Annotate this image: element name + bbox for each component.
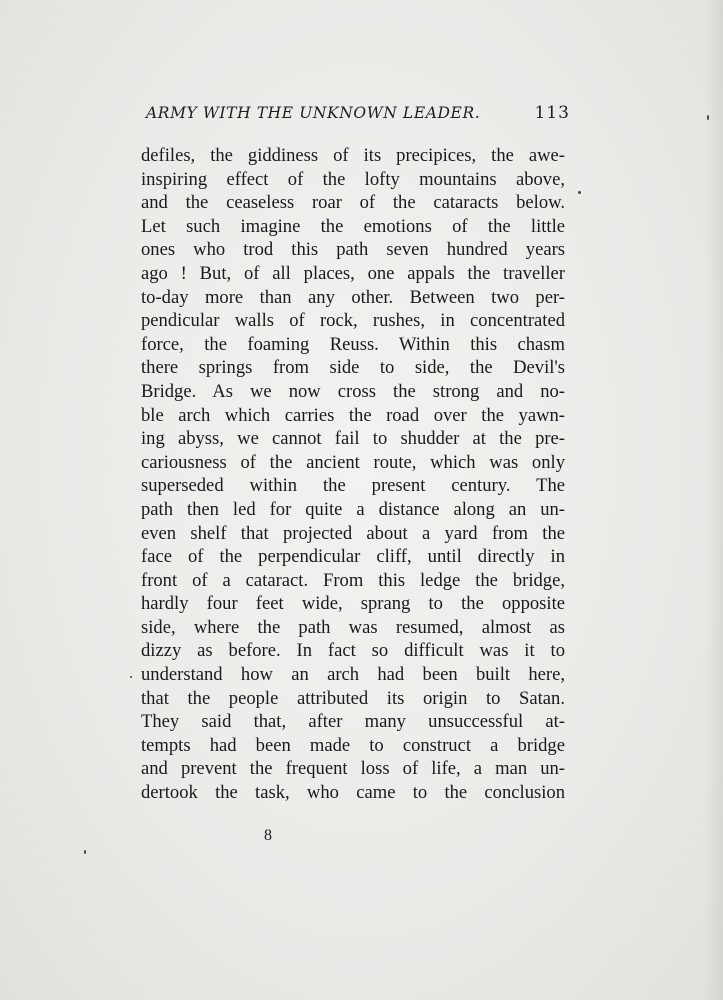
paper-speck <box>707 115 709 120</box>
text-line: path then led for quite a distance along an un- <box>141 498 565 520</box>
body-text <box>141 144 565 805</box>
text-line: understand how an arch had been built here, <box>141 664 565 686</box>
text-line: hardly four feet wide, sprang to the opposite <box>141 593 565 615</box>
text-line: ing abyss, we cannot fail to shudder at the pre- <box>141 428 565 450</box>
signature-mark: 8 <box>264 827 272 844</box>
text-line: Let such imagine the emotions of the little <box>141 215 565 237</box>
text-line: and the ceaseless roar of the cataracts below. <box>141 192 565 214</box>
text-line: there springs from side to side, the Devil's <box>141 357 565 379</box>
text-line: They said that, after many unsuccessful at- <box>141 711 565 733</box>
text-line: front of a cataract. From this ledge the bridge, <box>141 569 565 591</box>
text-line: ago ! But, of all places, one appals the traveller <box>141 262 565 284</box>
text-line: ones who trod this path seven hundred years <box>141 239 565 261</box>
paper-speck <box>578 191 581 194</box>
text-line: cariousness of the ancient route, which was only <box>141 451 565 473</box>
text-line: even shelf that projected about a yard from the <box>141 522 565 544</box>
text-line: and prevent the frequent loss of life, a man un- <box>141 758 565 780</box>
page-edge-shadow <box>705 0 723 1000</box>
text-line: dertook the task, who came to the conclusion <box>141 782 565 804</box>
text-line: dizzy as before. In fact so difficult was it to <box>141 640 565 662</box>
text-line: inspiring effect of the lofty mountains above, <box>141 168 565 190</box>
text-line: side, where the path was resumed, almost as <box>141 616 565 638</box>
page-number: 113 <box>534 103 570 123</box>
text-line: superseded within the present century. The <box>141 475 565 497</box>
text-line: face of the perpendicular cliff, until directly in <box>141 546 565 568</box>
text-line: ble arch which carries the road over the yawn- <box>141 404 565 426</box>
text-line: to-day more than any other. Between two per- <box>141 286 565 308</box>
text-line: defiles, the giddiness of its precipices, the awe- <box>141 145 565 166</box>
text-line: Bridge. As we now cross the strong and no- <box>141 380 565 402</box>
running-head-title: ARMY WITH THE UNKNOWN LEADER. <box>146 104 481 122</box>
paper-speck <box>84 850 86 854</box>
paper-speck <box>130 676 132 678</box>
text-line: that the people attributed its origin to Satan. <box>141 687 565 709</box>
text-line: pendicular walls of rock, rushes, in concentrated <box>141 310 565 332</box>
text-line: force, the foaming Reuss. Within this chasm <box>141 333 565 355</box>
text-line: tempts had been made to construct a bridge <box>141 734 565 756</box>
